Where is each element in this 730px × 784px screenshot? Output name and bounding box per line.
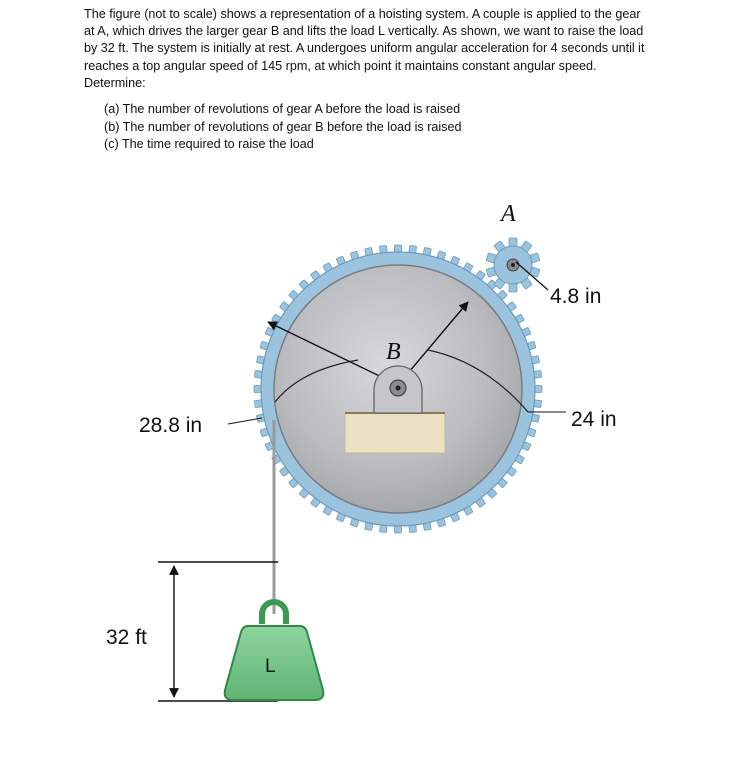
- problem-statement: The figure (not to scale) shows a representation of a hoisting system. A couple is applied to the gear at A, which drives the larger gear B and lifts the load L vertically. As shown, we want to raise the load by 32 ft. The system is initially at rest. A undergoes uniform angular acceleration for 4 seconds until it reaches a top angular speed of 145 rpm, at which point it maintains constant angular speed. Determine:: [84, 7, 645, 90]
- label-radius-a: 4.8 in: [550, 285, 602, 308]
- question-part-c: (c) The time required to raise the load: [104, 137, 314, 151]
- label-gear-b: B: [386, 339, 401, 365]
- label-lift-height: 32 ft: [106, 626, 147, 649]
- question-part-a: (a) The number of revolutions of gear A before the load is raised: [104, 102, 461, 116]
- label-radius-b-outer: 28.8 in: [139, 414, 203, 437]
- label-load: L: [265, 656, 276, 677]
- support-base: [345, 413, 445, 453]
- label-radius-b-inner: 24 in: [571, 408, 617, 431]
- label-gear-a: A: [501, 201, 516, 227]
- question-part-b: (b) The number of revolutions of gear B before the load is raised: [104, 119, 462, 134]
- leader-28-8: [228, 418, 262, 424]
